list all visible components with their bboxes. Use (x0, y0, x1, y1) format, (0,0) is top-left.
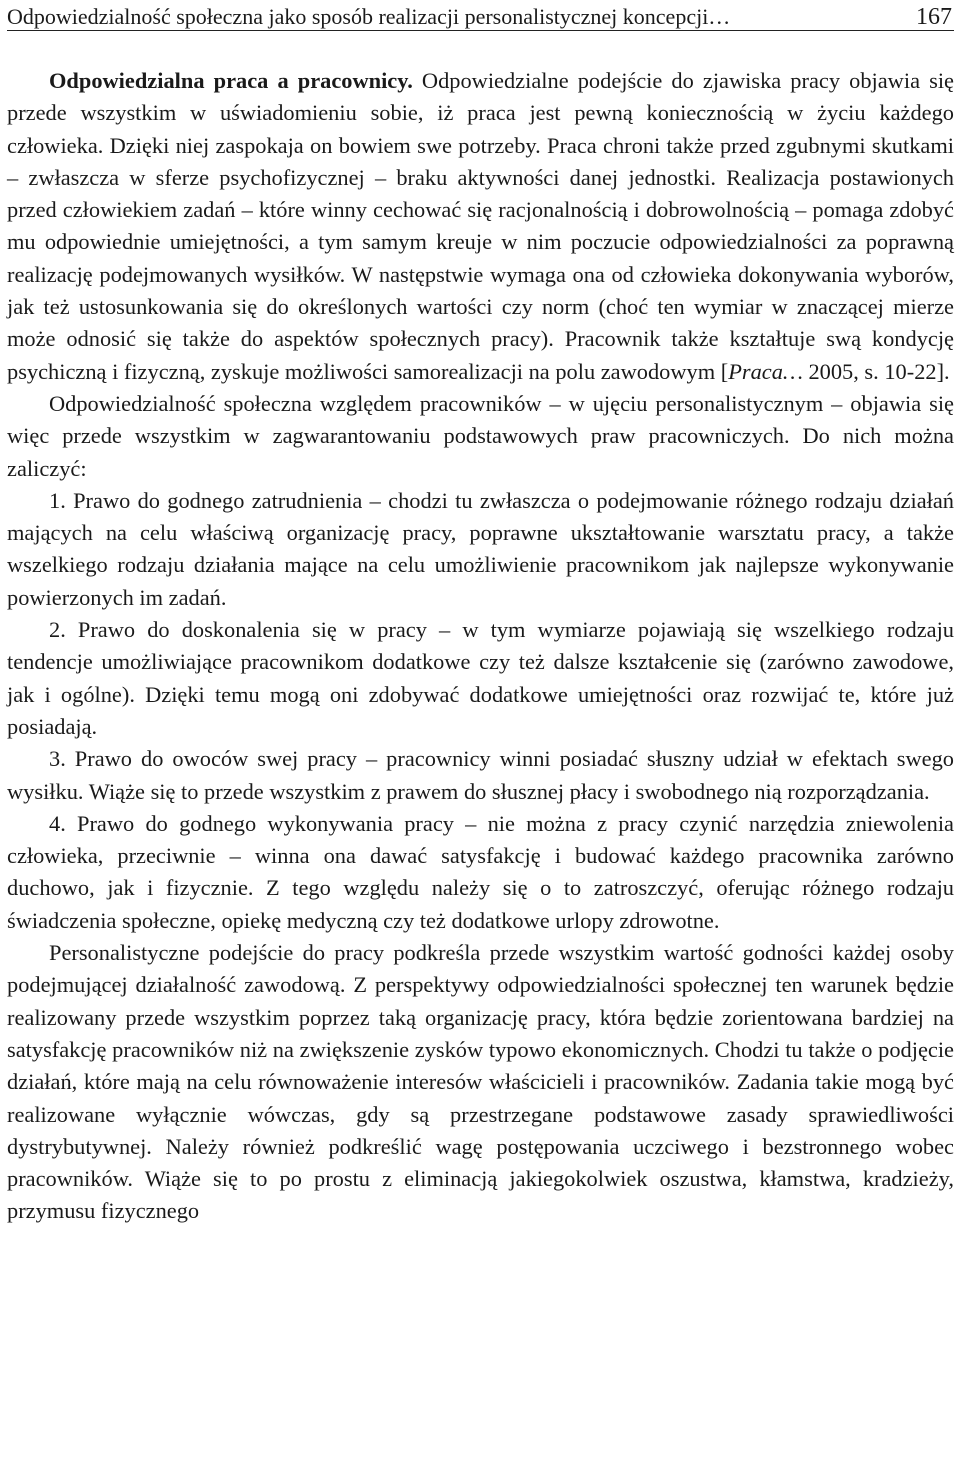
document-page (7, 0, 954, 1228)
list-item: 4. Prawo do godnego wykonywania pracy – nie można z pracy czynić narzędzia zniewolenia człowieka, przeciwnie – winna ona dawać satysfakcję i budować każdego pracownika zarówno duchowo, jak i fizycznie. Z tego względu należy się o to zatroszczyć, oferując różnego rodzaju świadczenia społeczne, opiekę medyczną czy też dodatkowe urlopy zdrowotne. (7, 810, 954, 933)
body-text (7, 65, 954, 1228)
citation-title: Praca… (728, 358, 803, 384)
page-number: 167 (916, 4, 952, 30)
running-header (7, 0, 954, 31)
paragraph-rights-intro: Odpowiedzialność społeczna względem pracowników – w ujęciu personalistycznym – objawia się więc przede wszystkim w zagwarantowaniu podstawowych praw pracowniczych. Do nich można zaliczyć: (7, 390, 954, 481)
running-title: Odpowiedzialność społeczna jako sposób realizacji personalistycznej koncepcji… (7, 4, 731, 29)
paragraph-intro-text: Odpowiedzialne podejście do zjawiska pracy objawia się przede wszystkim w uświadomieniu sobie, iż praca jest pewną koniecznością w życiu każdego człowieka. Dzięki niej zaspokaja on bowiem swe potrzeby. Praca chroni także przed zgubnymi skutkami – zwłaszcza w sferze psychofizycznej – braku aktywności danej jednostki. Realizacja postawionych przed człowiekiem zadań – które winny cechować się racjonalnością i dobrowolnością – pomaga zdobyć mu odpowiednie umiejętności, a tym samym kreuje w nim poczucie odpowiedzialności za poprawną realizację podejmowanych wysiłków. W następstwie wymaga ona od człowieka dokonywania wyborów, jak też ustosunkowania się do określonych wartości czy norm (choć ten wymiar w znaczącej mierze może odnosić się także do aspektów społecznych pracy). Pracownik także kształtuje swą kondycję psychiczną i fizyczną, zyskuje możliwości samorealizacji na polu zawodowym [ (7, 68, 954, 384)
citation-details: 2005, s. 10-22]. (802, 358, 950, 384)
paragraph-intro (7, 65, 954, 388)
list-item: 2. Prawo do doskonalenia się w pracy – w tym wymiarze pojawiają się wszelkiego rodzaju tendencje umożliwiające pracownikom dodatkowe czy też dalsze kształcenie się (zarówno zawodowe, jak i ogólne). Dzięki temu mogą oni zdobywać dodatkowe umiejętności oraz rozwijać te, które już posiadają. (7, 617, 954, 739)
list-item: 3. Prawo do owoców swej pracy – pracownicy winni posiadać słuszny udział w efektach swego wysiłku. Wiąże się to przede wszystkim z prawem do słusznej płacy i swobodnego nią rozporządzania. (7, 746, 954, 804)
run-in-heading: Odpowiedzialna praca a pracownicy. (49, 68, 413, 93)
list-item: 1. Prawo do godnego zatrudnienia – chodzi tu zwłaszcza o podejmowanie różnego rodzaju działań mających na celu właściwą organizację pracy, poprawne ukształtowanie warsztatu pracy, a także wszelkiego rodzaju działania mające na celu umożliwienie pracownikom jak najlepsze wykonywanie powierzonych im zadań. (7, 487, 954, 610)
paragraph-personalist: Personalistyczne podejście do pracy podkreśla przede wszystkim wartość godności każdej osoby podejmującej działalność zawodową. Z perspektywy odpowiedzialności społecznej ten warunek będzie realizowany przede wszystkim poprzez taką organizację pracy, która będzie zorientowana bardziej na satysfakcję pracowników niż na zwiększenie zysków typowo ekonomicznych. Chodzi tu także o podjęcie działań, które mają na celu równoważenie interesów właścicieli i pracowników. Zadania takie mogą być realizowane wyłącznie wówczas, gdy są przestrzegane podstawowe zasady sprawiedliwości dystrybutywnej. Należy również podkreślić wagę postępowania uczciwego i bezstronnego wobec pracowników. Wiąże się to po prostu z eliminacją jakiegokolwiek oszustwa, kłamstwa, kradzieży, przymusu fizycznego (7, 940, 954, 1224)
